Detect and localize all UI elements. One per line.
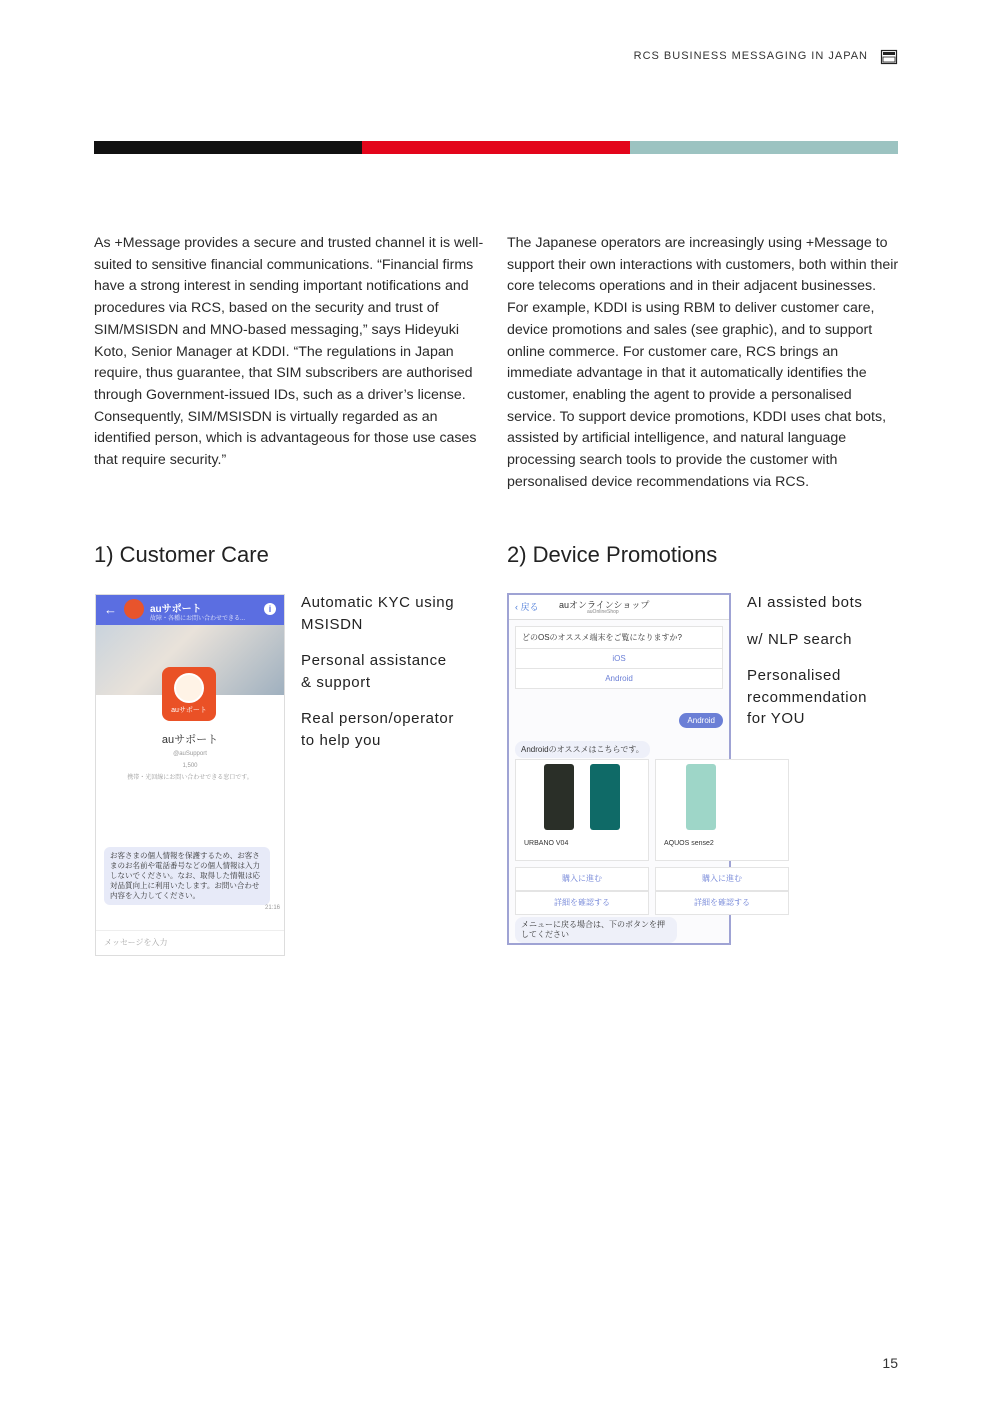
- account-name: auサポート: [161, 734, 219, 746]
- os-question: どのOSのオススメ端末をご覧になりますか?: [515, 626, 723, 649]
- body-left-paragraph: As +Message provides a secure and trusted channel it is well-suited to sensitive financial communications. “Financial firms have a strong interest in sending important notifications and procedures via RCS, based on the security and trust of SIM/MSISDN and MNO-based messaging,” says Hideyuki Koto, Senior Manager at KDDI. “The regulations in Japan require, thus guarantee, that SIM subscribers are authorised through Government-issued IDs, such as a driver’s license. Consequently, SIM/MSISDN is virtually regarded as an identified person, which is advantageous for those use cases that require security.”: [94, 235, 484, 469]
- running-header: RCS BUSINESS MESSAGING IN JAPAN: [633, 50, 868, 62]
- menu-hint: メニューに戻る場合は、下のボタンを押してください: [515, 917, 677, 943]
- bullet-kyc: Automatic KYC using MSISDN: [301, 594, 455, 633]
- message-time: 21:16: [264, 905, 280, 911]
- shop-subtitle: auOnlineShop: [587, 609, 619, 615]
- detail-button[interactable]: 詳細を確認する: [515, 891, 649, 915]
- follower-count: 1,500: [182, 763, 198, 769]
- au-support-logo: [124, 599, 144, 619]
- product-card[interactable]: [655, 759, 789, 861]
- device-promotions-bullets: [747, 592, 907, 745]
- user-reply: Android: [679, 713, 723, 728]
- customer-care-screenshot: [95, 594, 285, 956]
- buy-button[interactable]: 購入に進む: [655, 867, 789, 891]
- account-handle: @auSupport: [173, 751, 207, 757]
- phone-image: [544, 764, 574, 830]
- divider-teal-segment: [630, 141, 898, 154]
- chat-subtitle: 故障・各種にお問い合わせできる...: [150, 616, 246, 622]
- option-android[interactable]: Android: [515, 669, 723, 689]
- divider-red-segment: [362, 141, 630, 154]
- info-icon[interactable]: i: [264, 603, 276, 615]
- body-right-paragraph: The Japanese operators are increasingly using +Message to support their own interactions with customers, both within their core telecoms operations and in their adjacent businesses. For example, KDDI is using RBM to deliver customer care, device promotions and sales (see graphic), and to support online commerce. For customer care, RCS brings an immediate advantage in that it automatically identifies the customer, enabling the agent to provide a personalised service. To support device promotions, KDDI uses chat bots, assisted by artificial intelligence, and natural language processing search tools to provide the customer with personalised device recommendations via RCS.: [507, 235, 899, 490]
- tricolor-divider: [94, 141, 898, 154]
- product-card[interactable]: [515, 759, 649, 861]
- customer-care-title: 1) Customer Care: [94, 542, 269, 567]
- chat-header: [96, 595, 284, 625]
- bullet-nlp: w/ NLP search: [747, 630, 853, 648]
- divider-black-segment: [94, 141, 362, 154]
- bot-answer: Androidのオススメはこちらです。: [515, 741, 650, 758]
- page-number: 15: [882, 1355, 898, 1371]
- badge-label: auサポート: [171, 707, 207, 714]
- bullet-personalised: Personalised recommendation for YOU: [747, 667, 868, 727]
- shop-header: [509, 595, 729, 620]
- phone-image: [686, 764, 716, 830]
- customer-care-bullets: [301, 592, 491, 766]
- back-button[interactable]: ‹ 戻る: [515, 602, 539, 612]
- bullet-ai-bots: AI assisted bots: [747, 594, 863, 611]
- bullet-assistance: Personal assistance & support: [301, 652, 447, 691]
- back-arrow-icon[interactable]: ←: [104, 602, 117, 617]
- shop-name: auオンラインショップ: [559, 600, 650, 610]
- device-promotions-screenshot: [507, 593, 750, 945]
- bot-message: お客さまの個人情報を保護するため、お客さまのお名前や電話番号などの個人情報は入力しないでください。なお、取得した情報は応対品質向上に利用いたします。お問い合わせ内容を入力してください。: [104, 847, 270, 905]
- document-icon: [881, 50, 897, 64]
- account-description: 携帯・光回線にお問い合わせできる窓口です。: [127, 775, 253, 781]
- detail-button[interactable]: 詳細を確認する: [655, 891, 789, 915]
- buy-button[interactable]: 購入に進む: [515, 867, 649, 891]
- device-promotions-title: 2) Device Promotions: [507, 542, 718, 567]
- headset-face-icon: [174, 673, 204, 703]
- bullet-operator: Real person/operator to help you: [301, 710, 454, 749]
- product-name: URBANO V04: [524, 840, 569, 847]
- option-ios[interactable]: iOS: [515, 649, 723, 669]
- phone-image: [590, 764, 620, 830]
- product-name: AQUOS sense2: [664, 840, 714, 847]
- message-input[interactable]: メッセージを入力: [96, 930, 284, 955]
- chat-title: auサポート: [150, 604, 202, 615]
- au-support-badge: [162, 667, 216, 721]
